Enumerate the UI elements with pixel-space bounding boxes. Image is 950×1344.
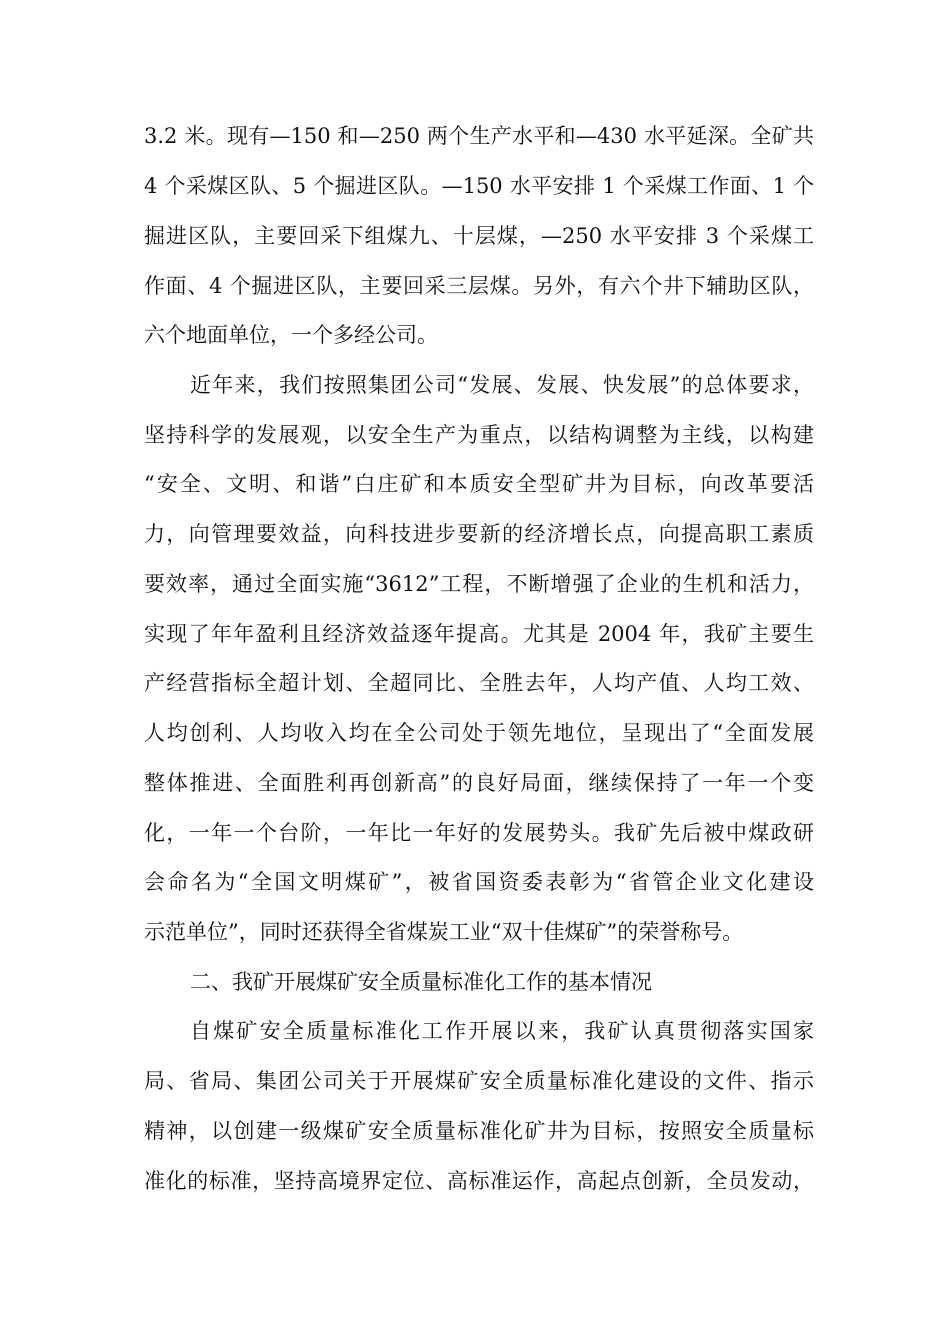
text-line: 准化的标准，坚持高境界定位、高标准运作，高起点创新，全员发动， <box>144 1169 814 1193</box>
text-line: 坚持科学的发展观，以安全生产为重点，以结构调整为主线，以构建 <box>144 423 814 447</box>
text-line: 化，一年一个台阶，一年比一年好的发展势头。我矿先后被中煤政研 <box>144 821 814 845</box>
text-line: “安全、文明、和谐”白庄矿和本质安全型矿井为目标，向改革要活 <box>144 472 814 496</box>
text-line: 局、省局、集团公司关于开展煤矿安全质量标准化建设的文件、指示 <box>144 1069 814 1093</box>
section-heading: 二、我矿开展煤矿安全质量标准化工作的基本情况 <box>190 970 652 994</box>
text-line: 会命名为“全国文明煤矿”，被省国资委表彰为“省管企业文化建设 <box>144 870 814 894</box>
text-line: 作面、4 个掘进区队，主要回采三层煤。另外，有六个井下辅助区队， <box>144 274 814 298</box>
paragraph-first-line: 自煤矿安全质量标准化工作开展以来，我矿认真贯彻落实国家 <box>190 1019 814 1043</box>
text-line: 精神，以创建一级煤矿安全质量标准化矿井为目标，按照安全质量标 <box>144 1119 814 1143</box>
text-line: 实现了年年盈利且经济效益逐年提高。尤其是 2004 年，我矿主要生 <box>144 622 814 646</box>
text-line: 整体推进、全面胜利再创新高”的良好局面，继续保持了一年一个变 <box>144 771 814 795</box>
text-line: 人均创利、人均收入均在全公司处于领先地位，呈现出了“全面发展 <box>144 721 814 745</box>
text-line: 掘进区队，主要回采下组煤九、十层煤，—250 水平安排 3 个采煤工 <box>144 224 814 248</box>
text-line: 力，向管理要效益，向科技进步要新的经济增长点，向提高职工素质 <box>144 522 814 546</box>
text-line: 要效率，通过全面实施“3612”工程，不断增强了企业的生机和活力， <box>144 572 814 596</box>
text-line: 示范单位”，同时还获得全省煤炭工业“双十佳煤矿”的荣誉称号。 <box>144 920 744 944</box>
text-line: 六个地面单位，一个多经公司。 <box>144 323 438 347</box>
text-line: 产经营指标全超计划、全超同比、全胜去年，人均产值、人均工效、 <box>144 671 814 695</box>
text-line: 3.2 米。现有—150 和—250 两个生产水平和—430 水平延深。全矿共 <box>144 124 814 148</box>
paragraph-first-line: 近年来，我们按照集团公司“发展、发展、快发展”的总体要求， <box>190 373 814 397</box>
text-line: 4 个采煤区队、5 个掘进区队。—150 水平安排 1 个采煤工作面、1 个 <box>144 174 814 198</box>
